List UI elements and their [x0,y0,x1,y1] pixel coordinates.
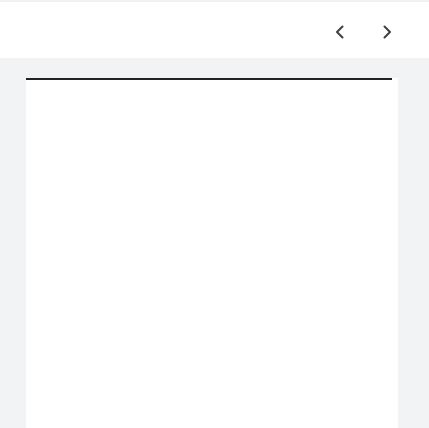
chevron-left-icon [332,24,348,40]
image-viewer [0,58,429,428]
next-button[interactable] [373,18,401,46]
chevron-right-icon [379,24,395,40]
top-divider [0,0,429,2]
top-bar [0,0,429,56]
tax-form [29,82,395,93]
top-rule [26,78,392,80]
previous-button[interactable] [326,18,354,46]
document-page [26,78,398,428]
